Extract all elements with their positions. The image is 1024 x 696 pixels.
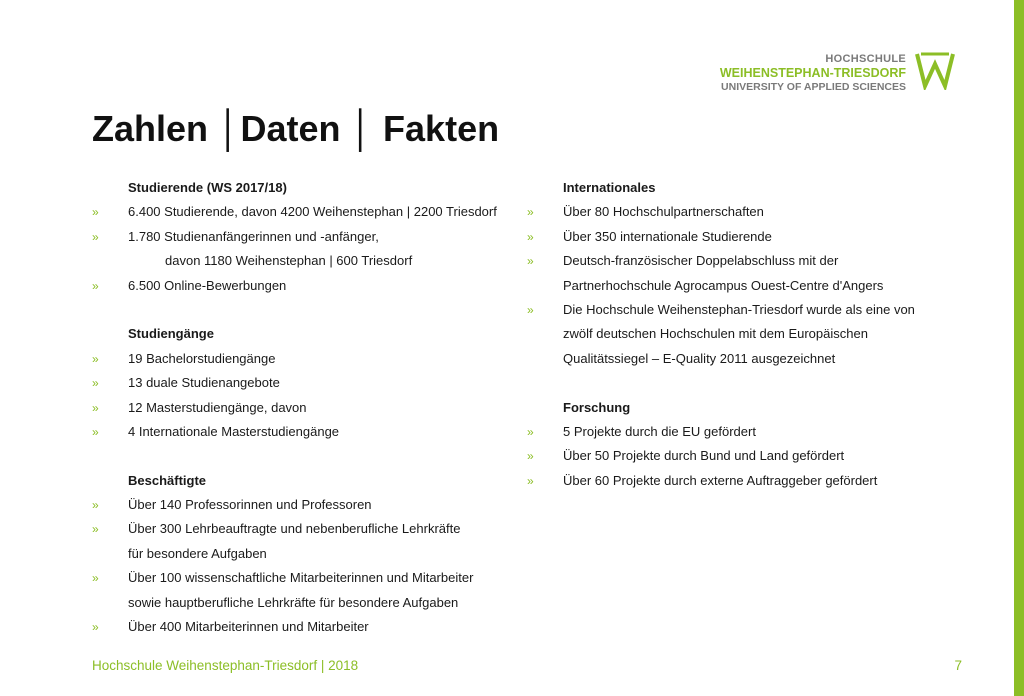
section-heading-line	[527, 176, 997, 200]
page-title: Zahlen │Daten │ Fakten	[92, 108, 500, 149]
section-heading-line	[92, 176, 520, 200]
list-item	[92, 615, 520, 639]
studierende-heading: Studierende (WS 2017/18)	[128, 180, 287, 195]
logo-line-subtitle: UNIVERSITY OF APPLIED SCIENCES	[721, 81, 906, 93]
list-item-continuation	[92, 542, 520, 566]
bullet-marker: »	[92, 351, 99, 366]
list-item	[92, 396, 520, 420]
list-item-continuation	[527, 322, 997, 346]
list-item-text: 12 Masterstudiengänge, davon	[128, 399, 307, 415]
list-item	[527, 200, 997, 224]
list-item-text: davon 1180 Weihenstephan | 600 Triesdorf	[165, 253, 413, 269]
bullet-marker: »	[527, 424, 534, 439]
beschaeftigte-heading: Beschäftigte	[128, 472, 207, 488]
list-item-text: Über 100 wissenschaftliche Mitarbeiterinnen und Mitarbeiter	[128, 570, 474, 586]
list-item-text: 4 Internationale Masterstudiengänge	[128, 423, 340, 439]
list-item	[527, 225, 997, 249]
logo-line-hochschule: HOCHSCHULE	[825, 53, 906, 65]
bullet-marker: »	[92, 498, 99, 513]
footer-text: Hochschule Weihenstephan-Triesdorf | 2018	[92, 658, 359, 673]
logo-line-name: WEIHENSTEPHAN-TRIESDORF	[719, 66, 906, 80]
list-item-text: Über 400 Mitarbeiterinnen und Mitarbeiter	[128, 619, 369, 635]
list-item-text: 6.400 Studierende, davon 4200 Weihenstephan | 2200 Triesdorf	[128, 204, 497, 220]
bullet-marker: »	[527, 473, 534, 488]
list-item	[92, 371, 520, 395]
bullet-marker: »	[92, 522, 99, 537]
list-item	[527, 444, 997, 468]
list-item	[527, 469, 997, 493]
bullet-marker: »	[527, 254, 534, 269]
list-item	[527, 298, 997, 322]
list-item-text: 5 Projekte durch die EU gefördert	[563, 423, 756, 439]
bullet-marker: »	[92, 205, 99, 220]
list-item-continuation	[92, 249, 520, 273]
spacer	[527, 371, 997, 395]
list-item-text: Über 80 Hochschulpartnerschaften	[563, 204, 764, 220]
list-item-text: 13 duale Studienangebote	[128, 375, 280, 391]
bullet-marker: »	[527, 229, 534, 244]
internationales-heading: Internationales	[563, 180, 656, 195]
list-item-text: sowie hauptberufliche Lehrkräfte für besondere Aufgaben	[128, 594, 459, 610]
bullet-marker: »	[92, 571, 99, 586]
list-item-text: Partnerhochschule Agrocampus Ouest-Centre d'Angers	[563, 277, 884, 293]
section-heading-line	[92, 322, 520, 346]
list-item	[92, 200, 520, 224]
list-item-text: Über 140 Professorinnen und Professoren	[128, 497, 372, 513]
list-item	[92, 347, 520, 371]
list-item-text: Qualitätssiegel – E-Quality 2011 ausgezeichnet	[563, 350, 836, 366]
list-item-text: Über 60 Projekte durch externe Auftraggeber gefördert	[563, 472, 878, 488]
list-item	[92, 517, 520, 541]
bullet-marker: »	[92, 620, 99, 635]
forschung-heading: Forschung	[563, 399, 631, 415]
list-item-text: Die Hochschule Weihenstephan-Triesdorf wurde als eine von	[563, 301, 915, 317]
bullet-marker: »	[92, 376, 99, 391]
list-item-text: Über 50 Projekte durch Bund und Land gefördert	[563, 448, 845, 464]
section-heading-line	[527, 396, 997, 420]
right-column	[527, 176, 997, 493]
bullet-marker: »	[527, 449, 534, 464]
list-item-continuation	[527, 274, 997, 298]
bullet-marker: »	[92, 229, 99, 244]
list-item	[92, 274, 520, 298]
list-item	[92, 420, 520, 444]
side-accent-bar	[1014, 0, 1024, 696]
page-number: 7	[954, 658, 962, 673]
hswt-logo-icon	[915, 50, 955, 90]
list-item-text: 19 Bachelorstudiengänge	[128, 350, 276, 366]
section-heading-line	[92, 469, 520, 493]
list-item	[527, 420, 997, 444]
list-item	[92, 225, 520, 249]
list-item-continuation	[92, 591, 520, 615]
left-column	[92, 176, 520, 639]
bullet-marker: »	[527, 205, 534, 220]
spacer	[92, 298, 520, 322]
studiengaenge-heading: Studiengänge	[128, 326, 214, 342]
list-item-text: Über 350 internationale Studierende	[563, 228, 772, 244]
bullet-marker: »	[92, 400, 99, 415]
list-item	[92, 493, 520, 517]
list-item	[92, 566, 520, 590]
list-item-text: zwölf deutschen Hochschulen mit dem Europäischen	[563, 326, 868, 342]
spacer	[92, 444, 520, 468]
bullet-marker: »	[92, 278, 99, 293]
list-item-continuation	[527, 347, 997, 371]
list-item	[527, 249, 997, 273]
list-item-text: für besondere Aufgaben	[128, 545, 267, 561]
university-logo-text	[712, 52, 906, 94]
bullet-marker: »	[92, 424, 99, 439]
list-item-text: 6.500 Online-Bewerbungen	[128, 277, 287, 293]
list-item-text: 1.780 Studienanfängerinnen und -anfänger,	[128, 228, 379, 244]
list-item-text: Über 300 Lehrbeauftragte und nebenberufliche Lehrkräfte	[128, 521, 461, 537]
bullet-marker: »	[527, 302, 534, 317]
list-item-text: Deutsch-französischer Doppelabschluss mit der	[563, 253, 839, 269]
